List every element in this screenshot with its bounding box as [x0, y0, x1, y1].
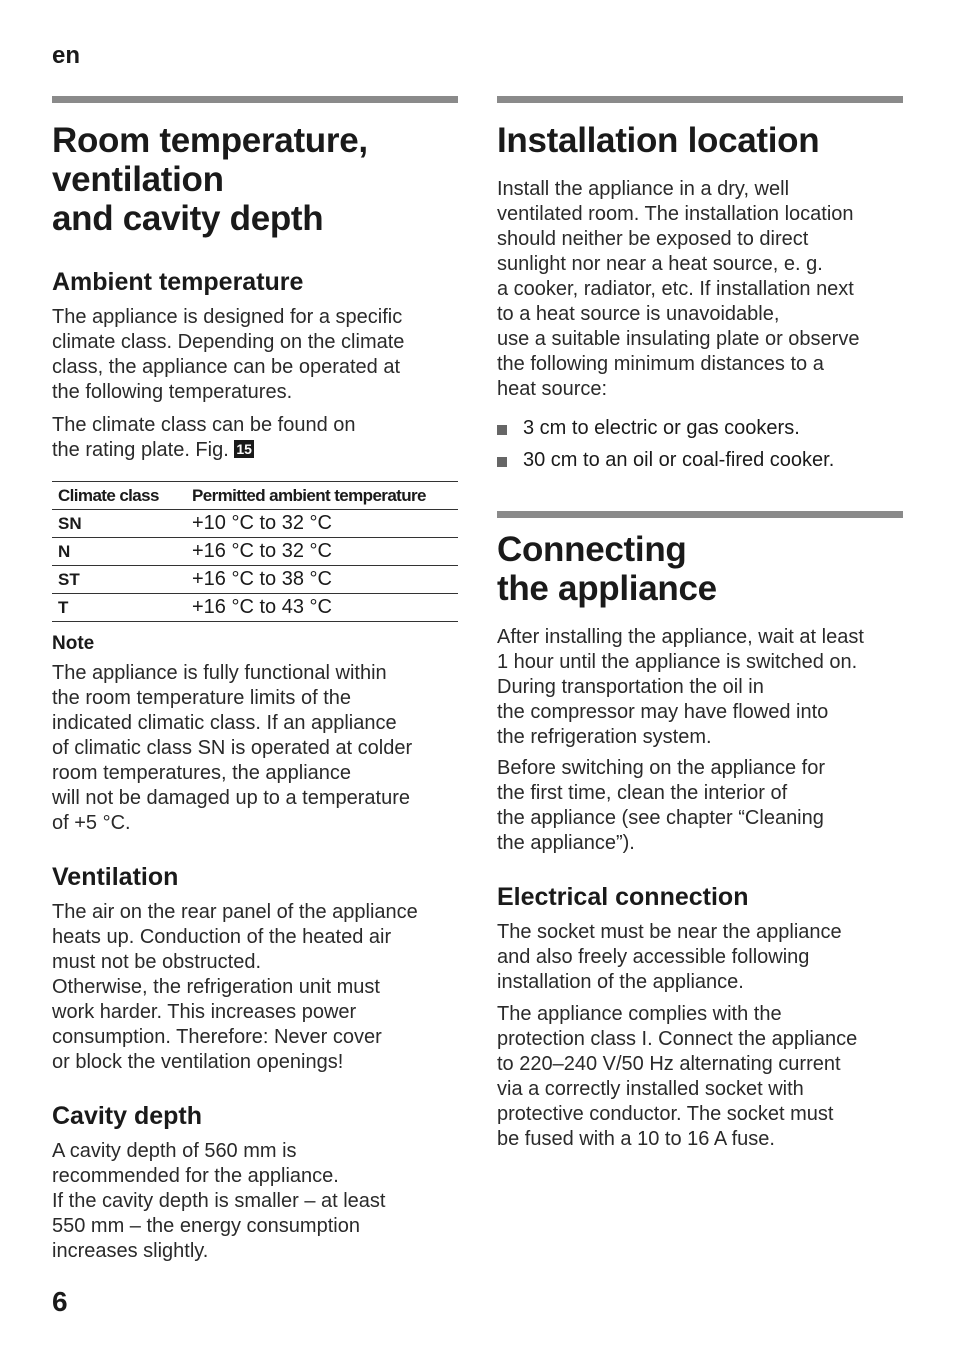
note-heading: Note [52, 633, 95, 654]
section-rule [497, 96, 903, 103]
climate-class-cell: ST [52, 566, 186, 594]
bullet-icon [497, 457, 507, 467]
list-item-text: 30 cm to an oil or coal-fired cooker. [523, 449, 835, 471]
section-title-room-temperature: Room temperature, ventilation and cavity depth [52, 121, 368, 238]
temperature-range-cell: +16 °C to 32 °C [186, 538, 458, 566]
section-rule [497, 511, 903, 518]
temperature-range-cell: +16 °C to 43 °C [186, 594, 458, 622]
right-column [497, 96, 903, 1152]
bullet-icon [497, 425, 507, 435]
temperature-range-cell: +10 °C to 32 °C [186, 510, 458, 538]
temperature-range-cell: +16 °C to 38 °C [186, 566, 458, 594]
note-text: The appliance is fully functional within the room temperature limits of the indicated climatic class. If an appliance of climatic class SN is operated at colder room temperatures, the appliance will not be damaged up to a temperature of +5 °C. [52, 662, 413, 834]
section-title-installation-location: Installation location [497, 121, 820, 160]
table-row [52, 510, 458, 538]
ambient-paragraph-1: The appliance is designed for a specific climate class. Depending on the climate class, the appliance can be operated at the following temperatures. [52, 306, 405, 403]
connecting-paragraph-1: After installing the appliance, wait at least 1 hour until the appliance is switched on. During transportation the oil in the compressor may have flowed into the refrigeration system. [497, 626, 864, 748]
list-item [497, 448, 903, 473]
list-item-text: 3 cm to electric or gas cookers. [523, 417, 800, 439]
electrical-paragraph-1: The socket must be near the appliance and also freely accessible following installation of the appliance. [497, 921, 842, 993]
climate-class-cell: T [52, 594, 186, 622]
connecting-paragraph-2: Before switching on the appliance for the first time, clean the interior of the appliance (see chapter “Cleaning the appliance”). [497, 757, 825, 854]
heading-ventilation: Ventilation [52, 863, 179, 891]
ambient-paragraph-2 [52, 413, 458, 463]
ambient-paragraph-2-text: The climate class can be found on the rating plate. Fig. [52, 414, 356, 461]
distance-list [497, 416, 903, 473]
table-row [52, 566, 458, 594]
language-code: en [52, 42, 81, 69]
heading-ambient-temperature: Ambient temperature [52, 268, 304, 296]
heading-electrical-connection: Electrical connection [497, 883, 749, 911]
column-header-permitted-temperature: Permitted ambient temperature [186, 482, 458, 510]
climate-class-cell: N [52, 538, 186, 566]
table-row [52, 594, 458, 622]
table-row [52, 538, 458, 566]
installation-text: Install the appliance in a dry, well ventilated room. The installation location should neither be exposed to direct sunlight nor near a heat source, e. g. a cooker, radiator, etc. If installation next to a heat source is unavoidable, use a suitable insulating plate or observe the following minimum distances to a heat source: [497, 178, 860, 400]
column-header-climate-class: Climate class [52, 482, 186, 510]
climate-class-cell: SN [52, 510, 186, 538]
figure-reference-icon: 15 [236, 441, 252, 457]
electrical-paragraph-2: The appliance complies with the protection class I. Connect the appliance to 220–240 V/50 Hz alternating current via a correctly installed socket with protective conductor. The socket must be fused with a 10 to 16 A fuse. [497, 1003, 858, 1150]
climate-class-table [52, 481, 458, 622]
heading-cavity-depth: Cavity depth [52, 1102, 203, 1130]
cavity-depth-text: A cavity depth of 560 mm is recommended for the appliance. If the cavity depth is smaller – at least 550 mm – the energy consumption increases slightly. [52, 1140, 386, 1262]
section-rule [52, 96, 458, 103]
section-title-connecting: Connecting the appliance [497, 530, 717, 608]
page-number: 6 [52, 1286, 68, 1317]
list-item [497, 416, 903, 441]
table-header-row [52, 482, 458, 510]
left-column [52, 96, 458, 1264]
ventilation-text: The air on the rear panel of the appliance heats up. Conduction of the heated air must not be obstructed. Otherwise, the refrigeration unit must work harder. This increases power consumption. Therefore: Never cover or block the ventilation openings! [52, 901, 418, 1073]
